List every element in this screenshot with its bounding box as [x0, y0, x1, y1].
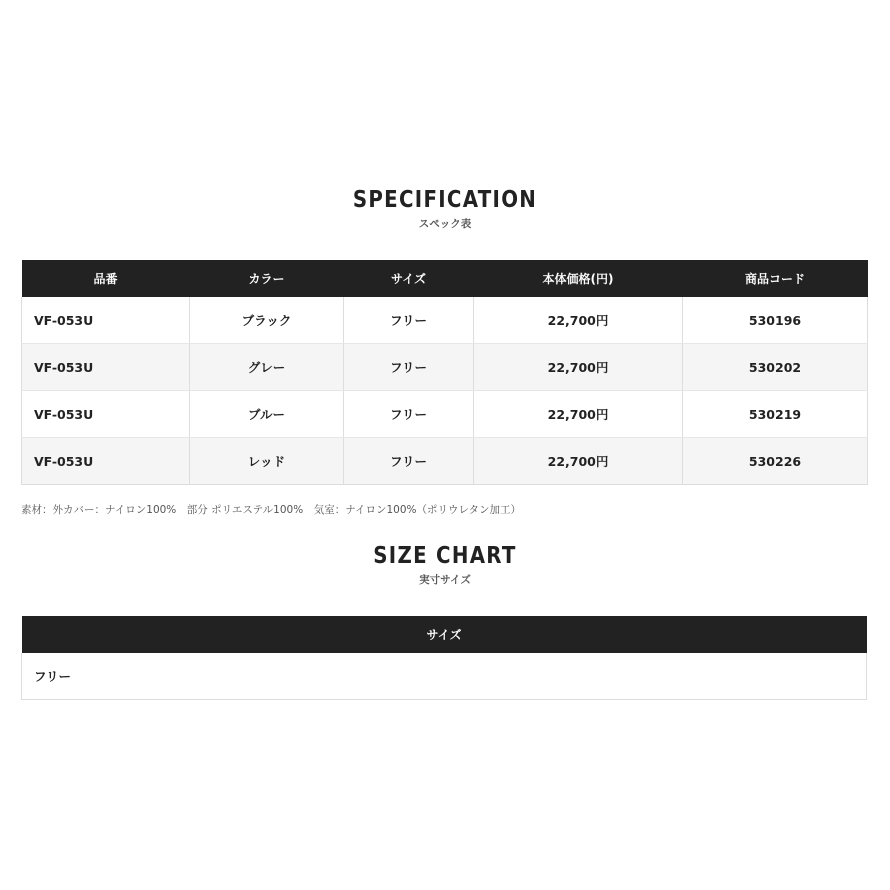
material-note: 素材：外カバー：ナイロン100% 部分 ポリエステル100% 気室：ナイロン100%（ポリウレタン加工） — [21, 504, 522, 516]
cell-item-number: VF-053U — [22, 391, 190, 438]
header-price: 本体価格(円) — [474, 260, 683, 297]
spec-header-row — [22, 260, 868, 297]
table-row — [22, 438, 868, 485]
header-size: サイズ — [344, 260, 474, 297]
cell-price: 22,700円 — [474, 391, 683, 438]
cell-size: フリー — [344, 344, 474, 391]
cell-product-code: 530226 — [683, 438, 868, 485]
header-size: サイズ — [22, 616, 867, 653]
header-product-code: 商品コード — [683, 260, 868, 297]
cell-product-code: 530219 — [683, 391, 868, 438]
size-chart-title: SIZE CHART — [373, 543, 517, 569]
cell-size: フリー — [344, 391, 474, 438]
cell-product-code: 530202 — [683, 344, 868, 391]
table-row — [22, 297, 868, 344]
spec-table — [21, 260, 868, 485]
cell-size: フリー — [344, 438, 474, 485]
cell-color: グレー — [190, 344, 344, 391]
spec-subtitle: スペック表 — [418, 218, 472, 230]
spec-title: SPECIFICATION — [352, 187, 538, 213]
size-header-row — [22, 616, 867, 653]
table-row — [22, 391, 868, 438]
cell-price: 22,700円 — [474, 344, 683, 391]
cell-product-code: 530196 — [683, 297, 868, 344]
cell-color: ブラック — [190, 297, 344, 344]
cell-color: ブルー — [190, 391, 344, 438]
cell-size: フリー — [344, 297, 474, 344]
cell-item-number: VF-053U — [22, 344, 190, 391]
size-chart-table — [21, 616, 867, 700]
size-chart-subtitle: 実寸サイズ — [419, 574, 471, 586]
header-color: カラー — [190, 260, 344, 297]
cell-size: フリー — [22, 653, 867, 700]
cell-item-number: VF-053U — [22, 297, 190, 344]
cell-item-number: VF-053U — [22, 438, 190, 485]
cell-color: レッド — [190, 438, 344, 485]
header-item-number: 品番 — [22, 260, 190, 297]
cell-price: 22,700円 — [474, 438, 683, 485]
table-row — [22, 344, 868, 391]
cell-price: 22,700円 — [474, 297, 683, 344]
table-row — [22, 653, 867, 700]
